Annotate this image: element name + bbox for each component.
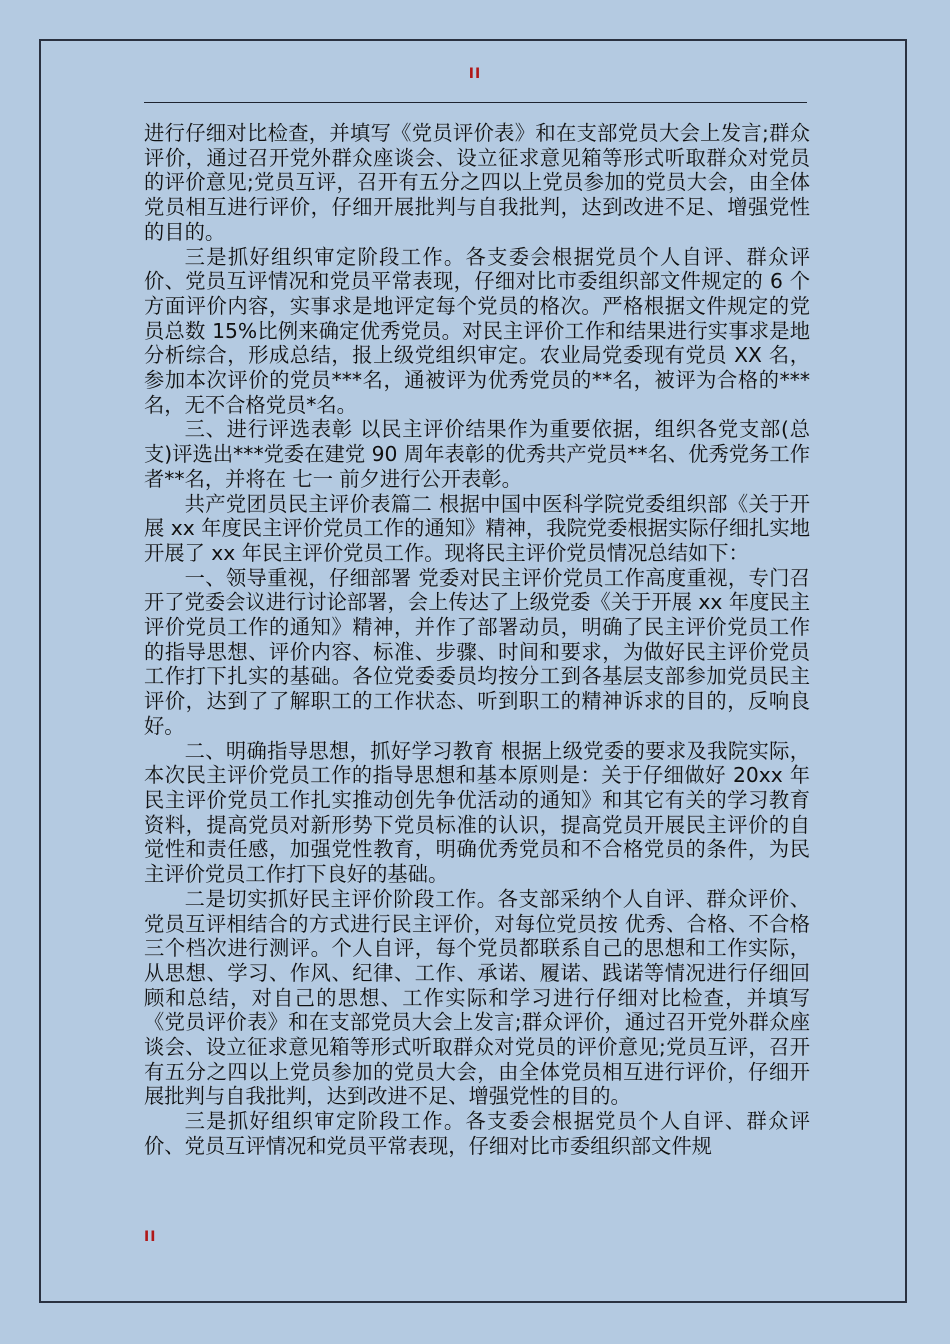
paragraph-8: 三是抓好组织审定阶段工作。各支委会根据党员个人自评、群众评价、党员互评情况和党员平常表现，仔细对比市委组织部文件规 <box>144 1109 810 1158</box>
paragraph-7: 二是切实抓好民主评价阶段工作。各支部采纳个人自评、群众评价、党员互评相结合的方式进行民主评价，对每位党员按 优秀、合格、不合格 三个档次进行测评。个人自评，每个党员都联系自己的思想和工作实际，从思想、学习、作风、纪律、工作、承诺、履诺、践诺等情况进行仔细回顾和总结，对自己的思想、工作实际和学习进行仔细对比检查，并填写《党员评价表》和在支部党员大会上发言;群众评价，通过召开党外群众座谈会、设立征求意见箱等形式听取群众对党员的评价意见;党员互评，召开有五分之四以上党员参加的党员大会，由全体党员相互进行评价，仔细开展批判与自我批判，达到改进不足、增强党性的目的。 <box>144 886 810 1109</box>
paragraph-6: 二、明确指导思想，抓好学习教育 根据上级党委的要求及我院实际，本次民主评价党员工作的指导思想和基本原则是：关于仔细做好 20xx 年民主评价党员工作扎实推动创先争优活动的通知》和其它有关的学习教育资料，提高党员对新形势下党员标准的认识，提高党员开展民主评价的自觉性和责任感，加强党性教育，明确优秀党员和不合格党员的条件，为民主评价党员工作打下良好的基础。 <box>144 738 810 887</box>
paragraph-5: 一、领导重视，仔细部署 党委对民主评价党员工作高度重视，专门召开了党委会议进行讨论部署，会上传达了上级党委《关于开展 xx 年度民主评价党员工作的通知》精神，并作了部署动员，明确了民主评价党员工作的指导思想、评价内容、标准、步骤、时间和要求，为做好民主评价党员工作打下扎实的基础。各位党委委员均按分工到各基层支部参加党员民主评价，达到了了解职工的工作状态、听到职工的精神诉求的目的，反响良好。 <box>144 565 810 738</box>
paragraph-2: 三是抓好组织审定阶段工作。各支委会根据党员个人自评、群众评价、党员互评情况和党员平常表现，仔细对比市委组织部文件规定的 6 个方面评价内容，实事求是地评定每个党员的格次。严格根据文件规定的党员总数 15%比例来确定优秀党员。对民主评价工作和结果进行实事求是地分析综合，形成总结，报上级党组织审定。农业局党委现有党员 XX 名，参加本次评价的党员***名，通被评为优秀党员的**名，被评为合格的***名，无不合格党员*名。 <box>144 244 810 417</box>
header-page-mark: II <box>468 66 482 82</box>
header-divider <box>144 102 807 103</box>
footer-page-mark: II <box>144 1229 157 1245</box>
document-body <box>144 121 810 1159</box>
paragraph-4: 共产党团员民主评价表篇二 根据中国中医科学院党委组织部《关于开展 xx 年度民主评价党员工作的通知》精神，我院党委根据实际仔细扎实地开展了 xx 年民主评价党员工作。现将民主评价党员情况总结如下： <box>144 491 810 565</box>
paragraph-1: 进行仔细对比检查，并填写《党员评价表》和在支部党员大会上发言;群众评价，通过召开党外群众座谈会、设立征求意见箱等形式听取群众对党员的评价意见;党员互评，召开有五分之四以上党员参加的党员大会，由全体党员相互进行评价，仔细开展批判与自我批判，达到改进不足、增强党性的目的。 <box>144 121 810 244</box>
paragraph-3: 三、进行评选表彰 以民主评价结果作为重要依据，组织各党支部(总支)评选出***党委在建党 90 周年表彰的优秀共产党员**名、优秀党务工作者**名，并将在 七一 前夕进行公开表彰。 <box>144 417 810 491</box>
